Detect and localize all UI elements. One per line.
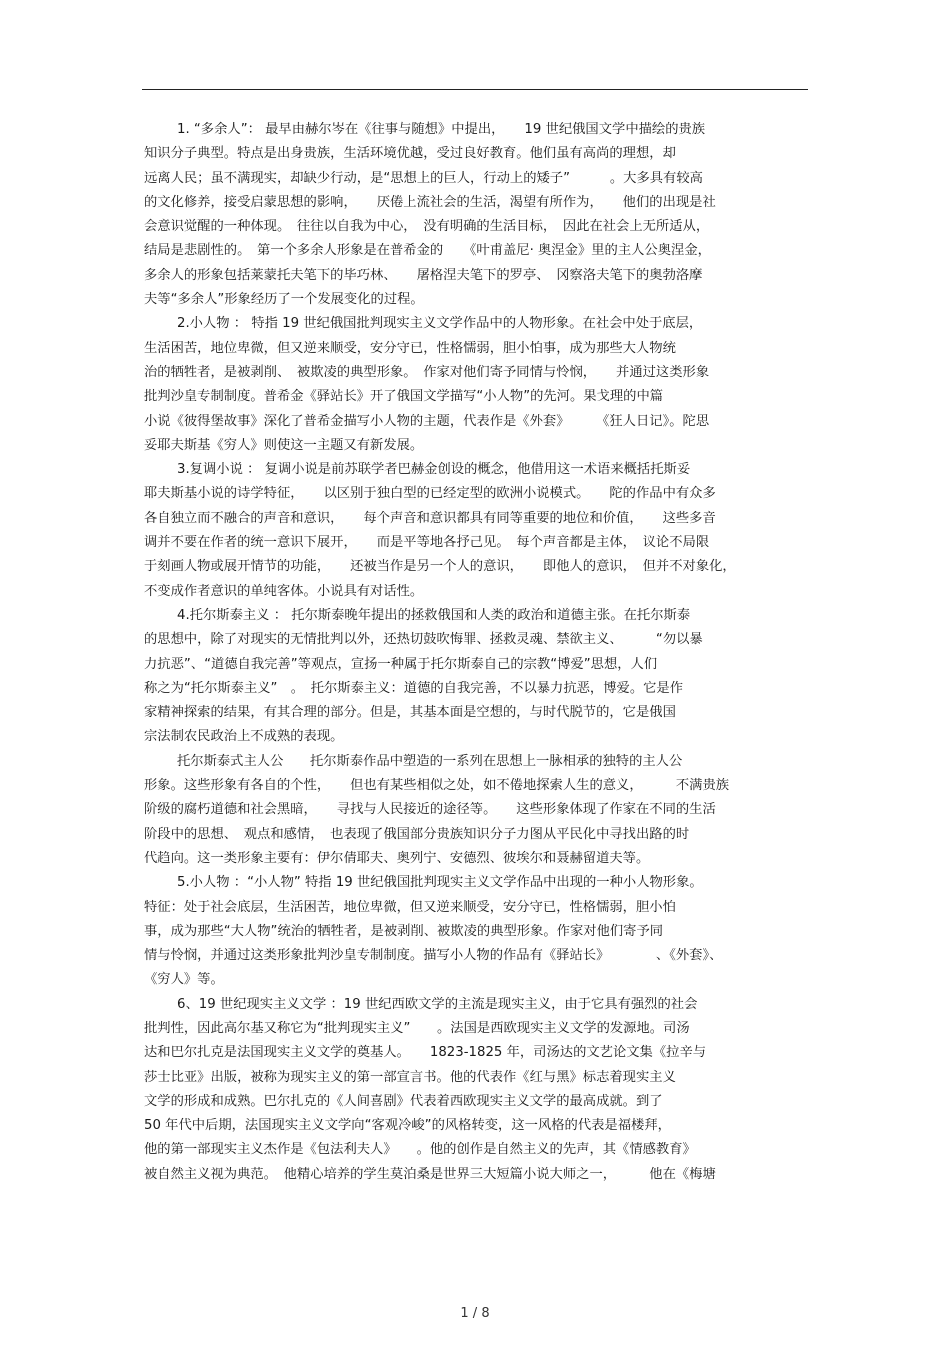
text-line: 的思想中，除了对现实的无情批判以外，还热切鼓吹悔罪、拯救灵魂、禁欲主义、 “勿以暴 (144, 632, 703, 648)
text-line: 6、19 世纪现实主义文学 ：19 世纪西欧文学的主流是现实主义，由于它具有强烈的社会 (177, 996, 698, 1012)
text-line: 情与怜悯，并通过这类形象批判沙皇专制制度。描写小人物的作品有《驿站长》 、《外套》、 (144, 948, 723, 964)
paragraph (144, 458, 808, 604)
text-line: 形象。这些形象有各自的个性， 但也有某些相似之处，如不倦地探索人生的意义， 不满贵族 (144, 778, 730, 794)
paragraph (144, 871, 808, 992)
document-body (144, 118, 808, 1187)
text-line: 文学的形成和成熟。巴尔扎克的《人间喜剧》代表着西欧现实主义文学的最高成就。到了 (144, 1093, 663, 1109)
text-line: 1. “多余人”： 最早由赫尔岑在《往事与随想》中提出， 19 世纪俄国文学中描绘的贵族 (177, 122, 706, 137)
text-line: 知识分子典型。特点是出身贵族，生活环境优越，受过良好教育。他们虽有高尚的理想，却 (144, 146, 676, 162)
text-line: 称之为“托尔斯泰主义” 。 托尔斯泰主义：道德的自我完善，不以暴力抗恶，博爱。它是作 (144, 680, 684, 696)
page-number: 1 / 8 (460, 1306, 490, 1321)
paragraph (144, 118, 808, 312)
text-line: 调并不要在作者的统一意识下展开， 而是平等地各抒己见。 每个声音都是主体， 议论不局限 (144, 535, 710, 551)
text-line: 被自然主义视为典范。 他精心培养的学生莫泊桑是世界三大短篇小说大师之一， 他在《梅塘 (144, 1166, 716, 1182)
text-line: 莎士比亚》出版，被称为现实主义的第一部宣言书。他的代表作《红与黑》标志着现实主义 (144, 1069, 676, 1085)
text-line: 50 年代中后期，法国现实主义文学向“客观冷峻”的风格转变，这一风格的代表是福楼拜， (144, 1118, 671, 1134)
text-line: 力抗恶”、“道德自我完善”等观点，宣扬一种属于托尔斯泰自己的宗教“博爱”思想，人们 (144, 656, 658, 672)
text-line: 事，成为那些“大人物”统治的牺牲者，是被剥削、被欺凌的典型形象。作家对他们寄予同 (144, 923, 664, 939)
paragraph (144, 312, 808, 458)
text-line: 3.复调小说 ： 复调小说是前苏联学者巴赫金创设的概念，他借用这一术语来概括托斯妥 (177, 462, 691, 478)
text-line: 的文化修养，接受启蒙思想的影响， 厌倦上流社会的生活，渴望有所作为， 他们的出现是社 (144, 194, 716, 210)
text-line: 他的第一部现实主义杰作是《包法利夫人》 。他的创作是自然主义的先声，其《情感教育》 (144, 1142, 696, 1158)
text-line: 5.小人物 ：“小人物” 特指 19 世纪俄国批判现实主义文学作品中出现的一种小人物形象。 (177, 875, 703, 891)
text-line: 2.小人物 ： 特指 19 世纪俄国批判现实主义文学作品中的人物形象。在社会中处于底层， (177, 316, 703, 332)
text-line: 代趋向。这一类形象主要有：伊尔倩耶夫、奥列宁、安德烈、彼埃尔和聂赫留道夫等。 (144, 850, 650, 866)
text-line: 《穷人》等。 (144, 972, 224, 988)
header-rule (142, 89, 808, 90)
text-line: 不变成作者意识的单纯客体。小说具有对话性。 (144, 583, 424, 599)
text-line: 各自独立而不融合的声音和意识， 每个声音和意识都具有同等重要的地位和价值， 这些多音 (144, 510, 716, 526)
text-line: 4.托尔斯泰主义 ： 托尔斯泰晚年提出的拯救俄国和人类的政治和道德主张。在托尔斯泰 (177, 607, 691, 623)
text-line: 多余人的形象包括莱蒙托夫笔下的毕巧林、 屠格涅夫笔下的罗亭、 冈察洛夫笔下的奥勃洛摩 (144, 267, 703, 283)
text-line: 阶段中的思想、 观点和感情， 也表现了俄国部分贵族知识分子力图从平民化中寻找出路的时 (144, 826, 690, 842)
text-line: 妥耶夫斯基《穷人》则使这一主题又有新发展。 (144, 437, 424, 453)
text-line: 治的牺牲者，是被剥削、 被欺凌的典型形象。 作家对他们寄予同情与怜悯， 并通过这类形象 (144, 364, 710, 380)
text-line: 于刻画人物或展开情节的功能， 还被当作是另一个人的意识， 即他人的意识， 但并不对象化， (144, 559, 736, 575)
text-line: 阶级的腐朽道德和社会黑暗， 寻找与人民接近的途径等。 这些形象体现了作家在不同的生活 (144, 802, 716, 818)
text-line: 生活困苦，地位卑微，但又逆来顺受，安分守已，性格懦弱，胆小怕事，成为那些大人物统 (144, 340, 676, 356)
text-line: 托尔斯泰式主人公 托尔斯泰作品中塑造的一系列在思想上一脉相承的独特的主人公 (177, 753, 683, 769)
text-line: 远离人民；虽不满现实，却缺少行动，是“思想上的巨人，行动上的矮子” 。大多具有较高 (144, 170, 703, 186)
text-line: 小说《彼得堡故事》深化了普希金描写小人物的主题，代表作是《外套》 《狂人日记》。陀思 (144, 413, 710, 429)
text-line: 耶夫斯基小说的诗学特征， 以区别于独白型的已经定型的欧洲小说模式。 陀的作品中有众多 (144, 486, 716, 502)
text-line: 特征：处于社会底层，生活困苦，地位卑微，但又逆来顺受，安分守已，性格懦弱，胆小怕 (144, 899, 676, 915)
text-line: 宗法制农民政治上不成熟的表现。 (144, 729, 344, 745)
text-line: 批判性，因此高尔基又称它为“批判现实主义” 。法国是西欧现实主义文学的发源地。司汤 (144, 1020, 690, 1036)
paragraph (144, 750, 808, 871)
text-line: 批判沙皇专制制度。普希金《驿站长》开了俄国文学描写“小人物”的先河。果戈理的中篇 (144, 389, 664, 405)
text-line: 会意识觉醒的一种体现。 往往以自我为中心， 没有明确的生活目标， 因此在社会上无所适从， (144, 219, 710, 235)
text-line: 家精神探索的结果，有其合理的部分。但是，其基本面是空想的，与时代脱节的，它是俄国 (144, 705, 676, 721)
paragraph (144, 993, 808, 1187)
paragraph (144, 604, 808, 750)
text-line: 达和巴尔扎克是法国现实主义文学的奠基人。 1823-1825 年，司汤达的文艺论文集《拉辛与 (144, 1045, 707, 1061)
text-line: 结局是悲剧性的。 第一个多余人形象是在普希金的 《叶甫盖尼· 奥涅金》里的主人公奥涅金， (144, 243, 711, 259)
text-line: 夫等“多余人”形象经历了一个发展变化的过程。 (144, 292, 424, 308)
